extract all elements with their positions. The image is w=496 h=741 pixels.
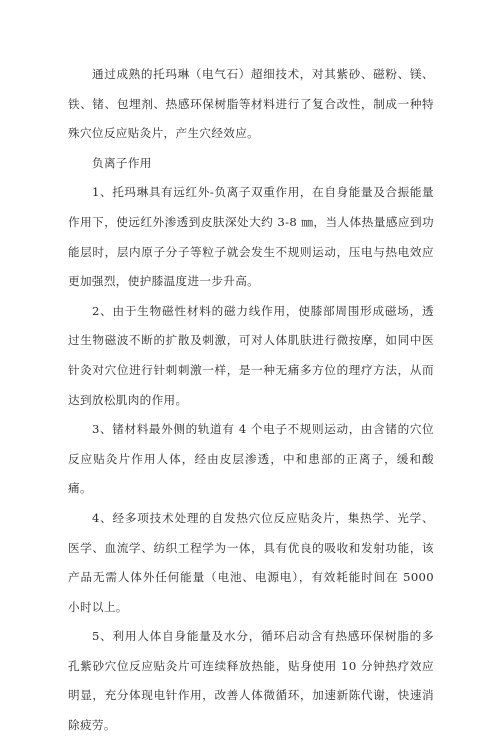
document-body — [68, 60, 434, 741]
paragraph-2: 2、由于生物磁性材料的磁力线作用，使膝部周围形成磁场，透过生物磁波不断的扩散及刺激，可对人体肌肤进行微按摩，如同中医针灸对穴位进行针刺刺激一样，是一种无痛多方位的理疗方法，从而达到放松肌肉的作用。 — [68, 303, 434, 407]
section-heading: 负离子作用 — [92, 155, 152, 170]
paragraph-4: 4、经多项技术处理的自发热穴位反应贴灸片，集热学、光学、医学、血流学、纺织工程学为一体，具有优良的吸收和发射功能，该产品无需人体外任何能量（电池、电源电），有效耗能时间在 5000 小时以上。 — [68, 510, 434, 614]
intro-paragraph: 通过成熟的托玛琳（电气石）超细技术，对其紫砂、磁粉、镁、铁、锗、包埋剂、热感环保树脂等材料进行了复合改性，制成一种特殊穴位反应贴灸片，产生穴经效应。 — [68, 67, 434, 141]
paragraph-3: 3、锗材料最外侧的轨道有 4 个电子不规则运动，由含锗的穴位反应贴灸片作用人体，经由皮层渗透，中和患部的正离子，缓和酸痛。 — [68, 422, 434, 496]
paragraph-1: 1、托玛琳具有远红外-负离子双重作用，在自身能量及合振能量作用下，使远红外渗透到皮肤深处大约 3-8 ㎜，当人体热量感应到功能层时，层内原子分子等粒子就会发生不规则运动，压电与热电效应更加强烈，使护膝温度进一步升高。 — [68, 185, 434, 289]
paragraph-5: 5、利用人体自身能量及水分，循环启动含有热感环保树脂的多孔紫砂穴位反应贴灸片可连续释放热能，贴身使用 10 分钟热疗效应明显，充分体现电针作用，改善人体微循环，加速新陈代谢，快速消除疲劳。 — [68, 629, 434, 733]
